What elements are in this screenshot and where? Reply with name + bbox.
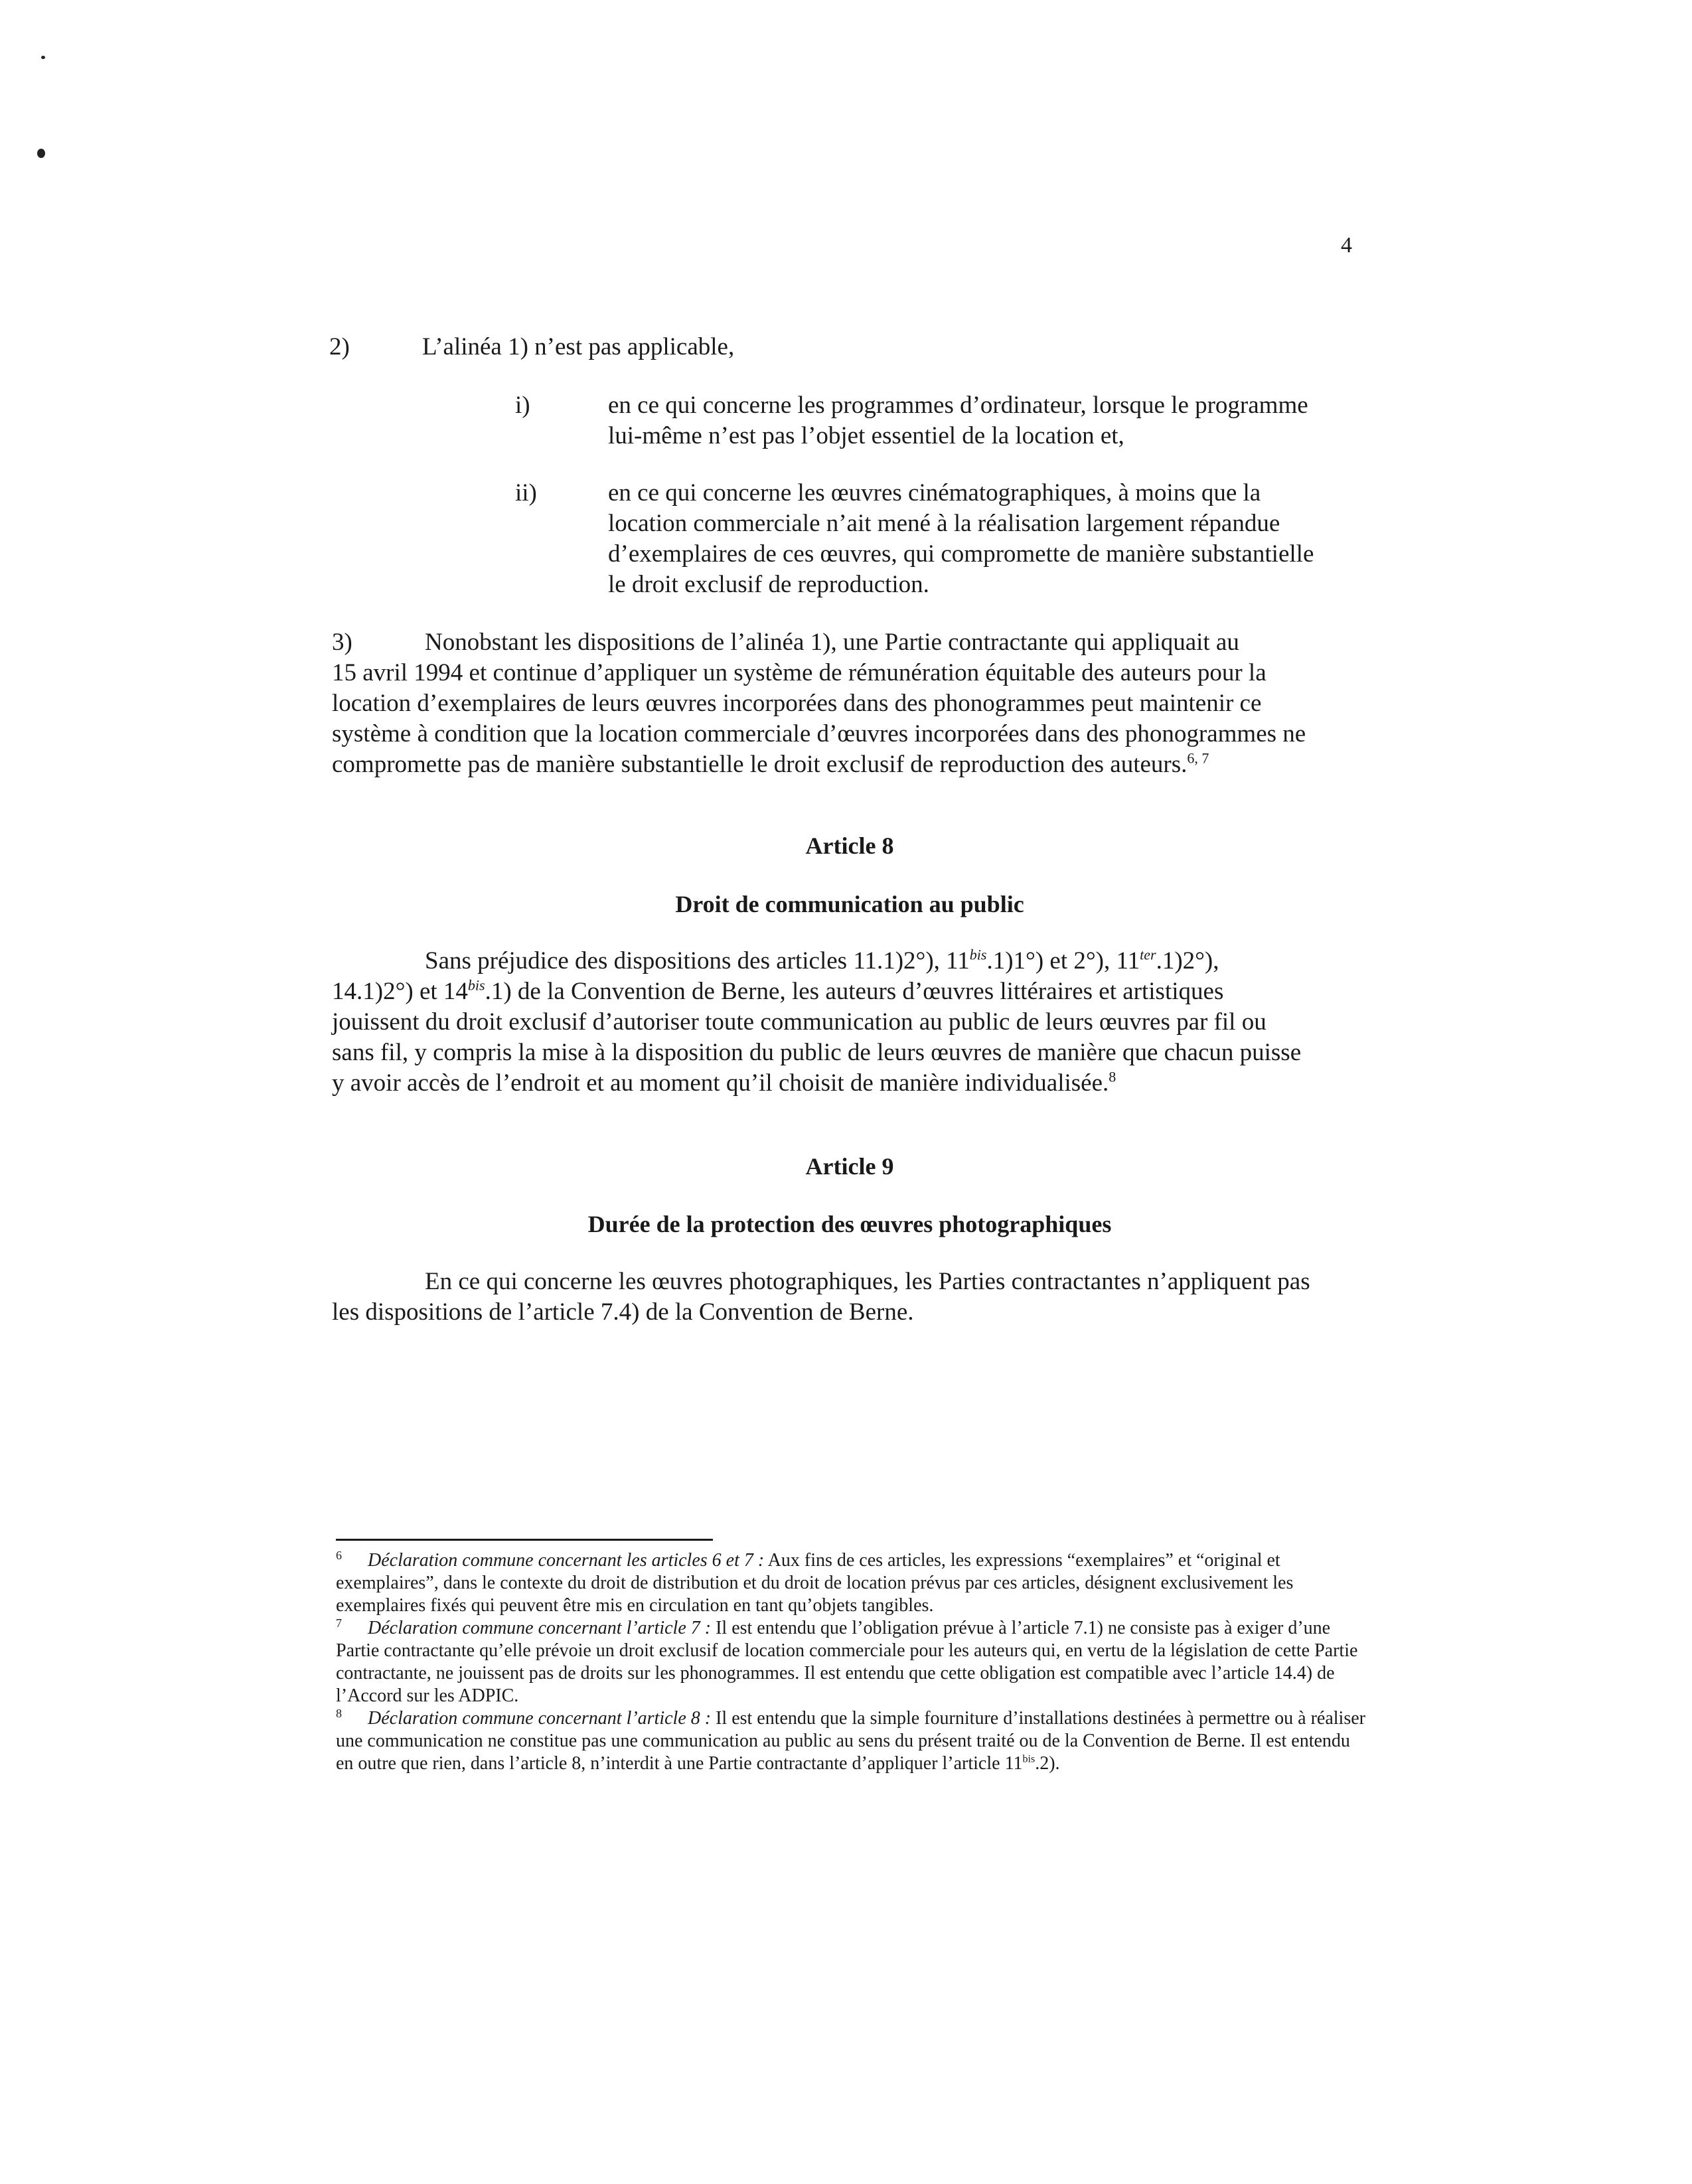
scan-speck [41, 56, 45, 59]
page-number: 4 [1341, 233, 1352, 258]
text-line: Nonobstant les dispositions de l’alinéa 1), une Partie contractante qui appliquait au [425, 629, 1239, 656]
footnote-label: Déclaration commune concernant l’article 8 : [368, 1708, 712, 1729]
text-line: En ce qui concerne les œuvres photographiques, les Parties contractantes n’appliquent pas [425, 1268, 1310, 1295]
article-8-paragraph [332, 946, 1394, 1099]
superscript: ter [1140, 946, 1156, 963]
paragraph-3 [332, 627, 1394, 780]
footnote-separator [336, 1539, 713, 1541]
text-line: compromette pas de manière substantielle le droit exclusif de reproduction des auteurs. [332, 751, 1188, 778]
footnote-reference[interactable]: 6, 7 [1187, 749, 1209, 767]
footnote-reference[interactable]: 8 [1109, 1068, 1116, 1085]
text-line: location d’exemplaires de leurs œuvres incorporées dans des phonogrammes peut maintenir ce [332, 690, 1262, 717]
text-line: en ce qui concerne les œuvres cinématographiques, à moins que la [608, 479, 1261, 507]
list-item [608, 478, 1371, 600]
footnote-text: Il est entendu que l’obligation prévue à l’article 7.1) ne consiste pas à exiger d’une Partie contractante qu’elle prévoie un droit exclusif de location commerciale pour les auteurs qui, en vertu de la législation de cette Partie contractante, ne jouissent pas de droits sur les phonogrammes. Il est entendu que cette obligation est compatible avec l’article 14.4) de l’Accord sur les ADPIC. [336, 1618, 1358, 1706]
footnotes [336, 1549, 1371, 1775]
text-line: jouissent du droit exclusif d’autoriser toute communication au public de leurs œuvres par fil ou [332, 1008, 1267, 1036]
superscript: bis [467, 976, 485, 994]
footnote-6: 6 Déclaration commune concernant les articles 6 et 7 : Aux fins de ces articles, les expressions “exemplaires” et “original et exemplaires”, dans le contexte du droit de distribution et du droit de location prévus par ces articles, désignent exclusivement les exemplaires fixés qui peuvent être mis en circulation en tant qu’objets tangibles. [336, 1548, 1294, 1616]
scan-dot [37, 149, 45, 158]
text-line: système à condition que la location commerciale d’œuvres incorporées dans des phonogrammes ne [332, 720, 1306, 747]
article-9-subtitle: Durée de la protection des œuvres photographiques [587, 1211, 1112, 1237]
paragraph-intro: L’alinéa 1) n’est pas applicable, [422, 333, 735, 360]
text-line: d’exemplaires de ces œuvres, qui compromette de manière substantielle [608, 540, 1314, 568]
paragraph-number: 3) [332, 629, 352, 656]
item-label: i) [515, 392, 530, 419]
text-fragment: Sans préjudice des dispositions des articles 11.1)2°), 11 [425, 947, 970, 975]
article-8-subtitle: Droit de communication au public [675, 891, 1024, 917]
footnote-label: Déclaration commune concernant l’article 7 : [368, 1618, 712, 1638]
paragraph-number: 2) [329, 333, 350, 360]
text-line: y avoir accès de l’endroit et au moment qu’il choisit de manière individualisée. [332, 1069, 1109, 1097]
superscript: bis [969, 946, 987, 963]
text-line: 15 avril 1994 et continue d’appliquer un système de rémunération équitable des auteurs pour la [332, 659, 1267, 686]
article-9-paragraph [332, 1267, 1394, 1328]
footnote-text: Il est entendu que la simple fourniture d’installations destinées à permettre ou à réaliser une communication ne constitue pas une communication au public au sens du présent traité ou de la Convention de Berne. Il est entendu en outre que rien, dans l’article 8, n’interdit à une Partie contractante d’appliquer l’article 11 [336, 1708, 1365, 1774]
text-line: le droit exclusif de reproduction. [608, 571, 929, 598]
article-9-title: Article 9 [805, 1153, 894, 1180]
footnote-8: 8 Déclaration commune concernant l’article 8 : Il est entendu que la simple fourniture d’installations destinées à permettre ou à réaliser une communication ne constitue pas une communication au public au sens du présent traité ou de la Convention de Berne. Il est entendu en outre que rien, dans l’article 8, n’interdit à une Partie contractante d’appliquer l’article $11^{bis}.2$). [336, 1706, 1365, 1774]
text-fragment: .1) de la Convention de Berne, les auteurs d’œuvres littéraires et artistiques [485, 978, 1224, 1005]
text-line: location commerciale n’ait mené à la réalisation largement répandue [608, 510, 1280, 537]
article-8-title: Article 8 [805, 832, 894, 859]
text-line: sans fil, y compris la mise à la disposition du public de leurs œuvres de manière que chacun puisse [332, 1039, 1302, 1066]
item-label: ii) [515, 479, 537, 507]
footnote-text: .2). [1035, 1753, 1060, 1774]
text-fragment: 14.1)2°) et 14 [332, 978, 468, 1005]
superscript: bis [1022, 1753, 1036, 1765]
footnote-text: Aux fins de ces articles, les expressions “exemplaires” et “original et exemplaires”, dans le contexte du droit de distribution et du droit de location prévus par ces articles, désignent exclusivement les exemplaires fixés qui peuvent être mis en circulation en tant qu’objets tangibles. [336, 1550, 1294, 1616]
text-line: lui-même n’est pas l’objet essentiel de la location et, [608, 422, 1124, 449]
text-line: en ce qui concerne les programmes d’ordinateur, lorsque le programme [608, 392, 1308, 419]
list-item [608, 390, 1371, 451]
text-line: les dispositions de l’article 7.4) de la Convention de Berne. [332, 1298, 914, 1326]
footnote-7: 7 Déclaration commune concernant l’article 7 : Il est entendu que l’obligation prévue à l’article 7.1) ne consiste pas à exiger d’une Partie contractante qu’elle prévoie un droit exclusif de location commerciale pour les auteurs qui, en vertu de la législation de cette Partie contractante, ne jouissent pas de droits sur les phonogrammes. Il est entendu que cette obligation est compatible avec l’article 14.4) de l’Accord sur les ADPIC. [336, 1616, 1358, 1706]
text-fragment: .1)1°) et 2°), 11 [986, 947, 1140, 975]
footnote-label: Déclaration commune concernant les articles 6 et 7 : [368, 1550, 765, 1571]
text-fragment: .1)2°), [1156, 947, 1219, 975]
